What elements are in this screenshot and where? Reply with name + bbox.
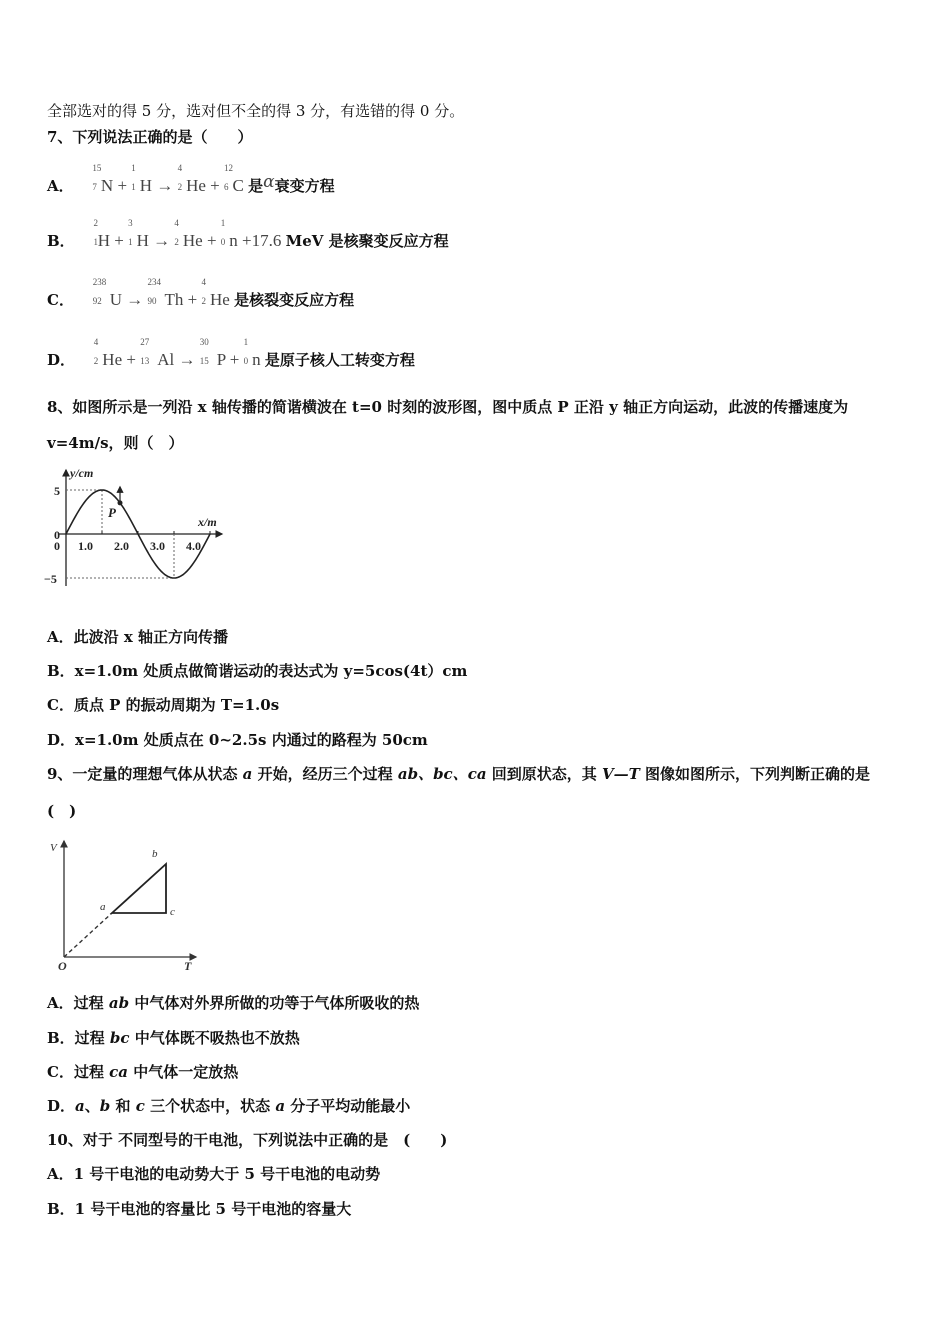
q7-option-c: C． 238 92 U → 234 90 Th + 4 2 He 是核裂变反应方程: [47, 277, 355, 309]
option-label: C．: [47, 291, 74, 309]
option-label: B．: [47, 232, 75, 250]
point-p-marker: [118, 500, 123, 505]
q9-option-d: D．a、b 和 c 三个状态中，状态 a 分子平均动能最小: [47, 1097, 411, 1115]
y-axis-label: y/cm: [70, 466, 94, 480]
alpha-symbol: α: [263, 172, 275, 192]
q9-option-a: A．过程 ab 中气体对外界所做的功等于气体所吸收的热: [47, 994, 420, 1012]
q8-option-b: B．x=1.0m 处质点做简谐运动的表达式为 y=5cos(4t）cm: [47, 662, 468, 680]
nuclear-equation: 4 2 He + 27 13 Al → 30 15 P + 1 0 n: [93, 337, 261, 369]
x-axis-label: x/m: [198, 515, 217, 529]
nuclear-equation: 15 7 N + 1 1 H → 4 2 He + 12 6 C: [92, 163, 244, 195]
option-label: A．: [47, 177, 74, 195]
process-triangle: [112, 864, 166, 913]
origin-label: 0: [54, 539, 60, 553]
y-tick-label: 5: [54, 484, 60, 498]
q7-option-b: B． 2 1 H + 3 1 H → 4 2 He + 1 0 n +17.6 MeV 是核聚变反应方程: [47, 218, 449, 250]
t-axis-label: T: [184, 959, 192, 973]
nuclear-equation: 2 1 H + 3 1 H → 4 2 He + 1 0 n +17.6: [93, 218, 282, 250]
q10-stem: 10、对于 不同型号的干电池，下列说法中正确的是 ( ): [47, 1131, 448, 1149]
option-label: D．: [47, 351, 76, 369]
q7-option-d: D． 4 2 He + 27 13 Al → 30 15 P + 1 0 n 是原子核人工转变方程: [47, 337, 415, 369]
y-tick-label: −5: [44, 572, 57, 586]
intro-text: 全部选对的得 5 分，选对但不全的得 3 分，有选错的得 0 分。: [47, 102, 465, 120]
state-c-label: c: [170, 906, 175, 918]
nuclear-equation: 238 92 U → 234 90 Th + 4 2 He: [92, 277, 230, 309]
q8-stem-line1: 8、如图所示是一列沿 x 轴传播的简谐横波在 t=0 时刻的波形图，图中质点 P 正沿 y 轴正方向运动，此波的传播速度为: [47, 398, 849, 416]
q7-stem: 7、下列说法正确的是（ ）: [47, 128, 253, 146]
x-tick-label: 2.0: [114, 539, 129, 553]
point-p-label: P: [108, 504, 116, 520]
q9-stem-line1: 9、一定量的理想气体从状态 a 开始，经历三个过程 ab、bc、ca 回到原状态，其 V—T 图像如图所示，下列判断正确的是: [47, 765, 871, 783]
q9-option-b: B．过程 bc 中气体既不吸热也不放热: [47, 1029, 300, 1047]
q9-stem-line2: ( ): [47, 802, 77, 820]
extension-dashed-line: [64, 913, 112, 957]
q8-option-c: C．质点 P 的振动周期为 T=1.0s: [47, 696, 280, 714]
state-a-label: a: [100, 901, 106, 913]
q7-option-a: A． 15 7 N + 1 1 H → 4 2 He + 12 6 C 是α衰变方程: [47, 163, 335, 195]
x-tick-label: 1.0: [78, 539, 93, 553]
state-b-label: b: [152, 848, 158, 860]
q10-option-a: A．1 号干电池的电动势大于 5 号干电池的电动势: [47, 1165, 381, 1183]
vt-diagram: [44, 835, 204, 975]
q8-stem-line2: v=4m/s，则（ ）: [47, 434, 184, 452]
v-axis-label: V: [50, 842, 57, 854]
origin-label: O: [58, 959, 67, 973]
x-tick-label: 3.0: [150, 539, 165, 553]
q8-option-a: A．此波沿 x 轴正方向传播: [47, 628, 229, 646]
q8-option-d: D．x=1.0m 处质点在 0~2.5s 内通过的路程为 50cm: [47, 731, 428, 749]
wave-graph: [40, 462, 230, 592]
q9-option-c: C．过程 ca 中气体一定放热: [47, 1063, 239, 1081]
x-tick-label: 4.0: [186, 539, 201, 553]
y-tick-label: 0: [54, 528, 60, 542]
q10-option-b: B．1 号干电池的容量比 5 号干电池的容量大: [47, 1200, 352, 1218]
